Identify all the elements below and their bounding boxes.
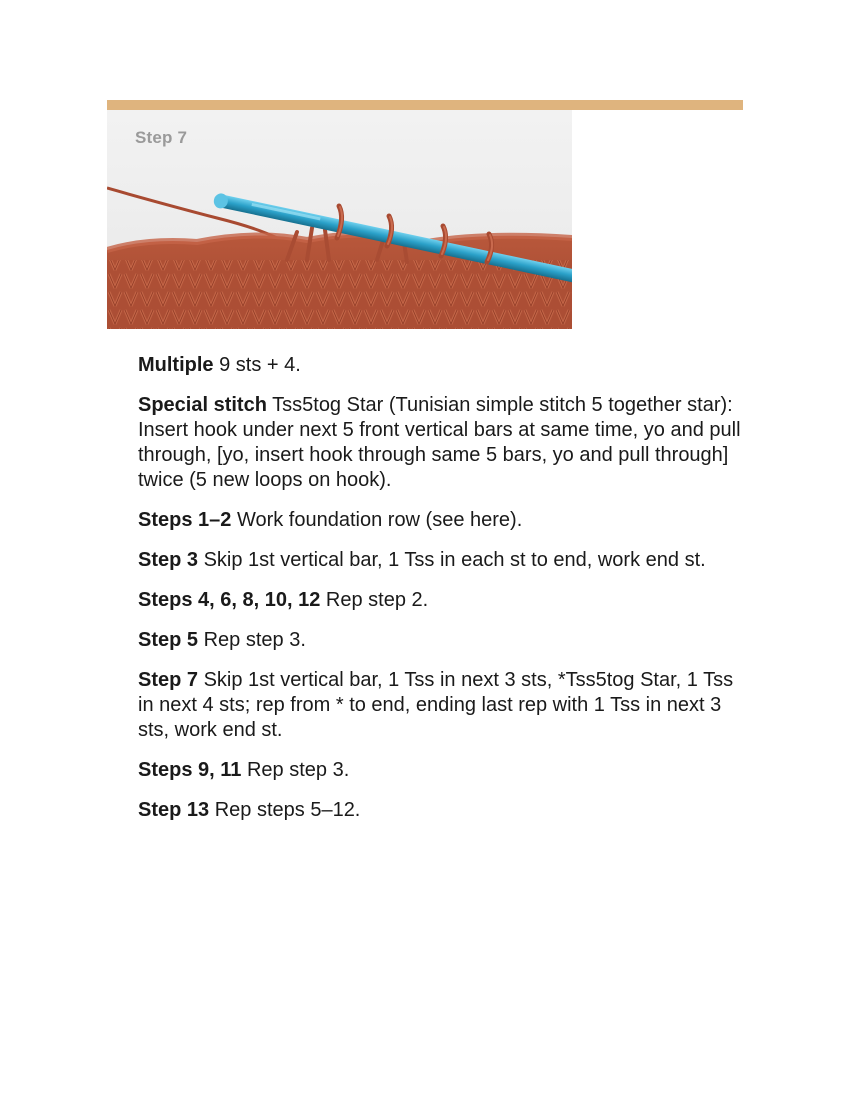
instruction-label: Multiple xyxy=(138,354,214,376)
instruction-text: Tss5tog Star (Tunisian simple stitch 5 together star): Insert hook under next 5 front vertical bars at same time, yo and pull through, [yo, insert hook through same 5 bars, yo and pull through] twice (5 new loops on hook). xyxy=(138,394,741,491)
instruction-text: Rep step 3. xyxy=(241,759,350,781)
instruction-steps-9-11 xyxy=(138,758,744,783)
instruction-label: Steps 4, 6, 8, 10, 12 xyxy=(138,589,321,611)
instruction-label: Steps 9, 11 xyxy=(138,759,242,781)
instruction-label: Step 5 xyxy=(138,629,199,651)
header-accent-bar xyxy=(107,100,743,110)
instruction-multiple xyxy=(138,353,744,378)
instruction-steps-even xyxy=(138,588,744,613)
instruction-text: Skip 1st vertical bar, 1 Tss in next 3 sts, *Tss5tog Star, 1 Tss in next 4 sts; rep from * to end, ending last rep with 1 Tss in next 3 sts, work end st. xyxy=(138,669,734,741)
instruction-label: Step 3 xyxy=(138,549,199,571)
instruction-label: Steps 1–2 xyxy=(138,509,232,531)
instruction-text: Rep step 3. xyxy=(198,629,306,651)
instruction-step-5 xyxy=(138,628,744,653)
instruction-step-7 xyxy=(138,668,744,743)
instruction-label: Special stitch xyxy=(138,394,267,416)
instruction-label: Step 13 xyxy=(138,799,210,821)
instruction-text: Work foundation row (see here). xyxy=(231,509,523,531)
instruction-text: Rep step 2. xyxy=(320,589,429,611)
instruction-text: 9 sts + 4. xyxy=(213,354,301,376)
instruction-step-3 xyxy=(138,548,744,573)
instructions xyxy=(138,353,744,838)
instruction-text: Skip 1st vertical bar, 1 Tss in each st to end, work end st. xyxy=(198,549,706,571)
step-photo xyxy=(107,110,572,329)
instruction-steps-1-2 xyxy=(138,508,744,533)
instruction-step-13 xyxy=(138,798,744,823)
instruction-label: Step 7 xyxy=(138,669,199,691)
instruction-text: Rep steps 5–12. xyxy=(209,799,361,821)
instruction-special-stitch xyxy=(138,393,744,493)
step-photo-label: Step 7 xyxy=(135,128,188,147)
